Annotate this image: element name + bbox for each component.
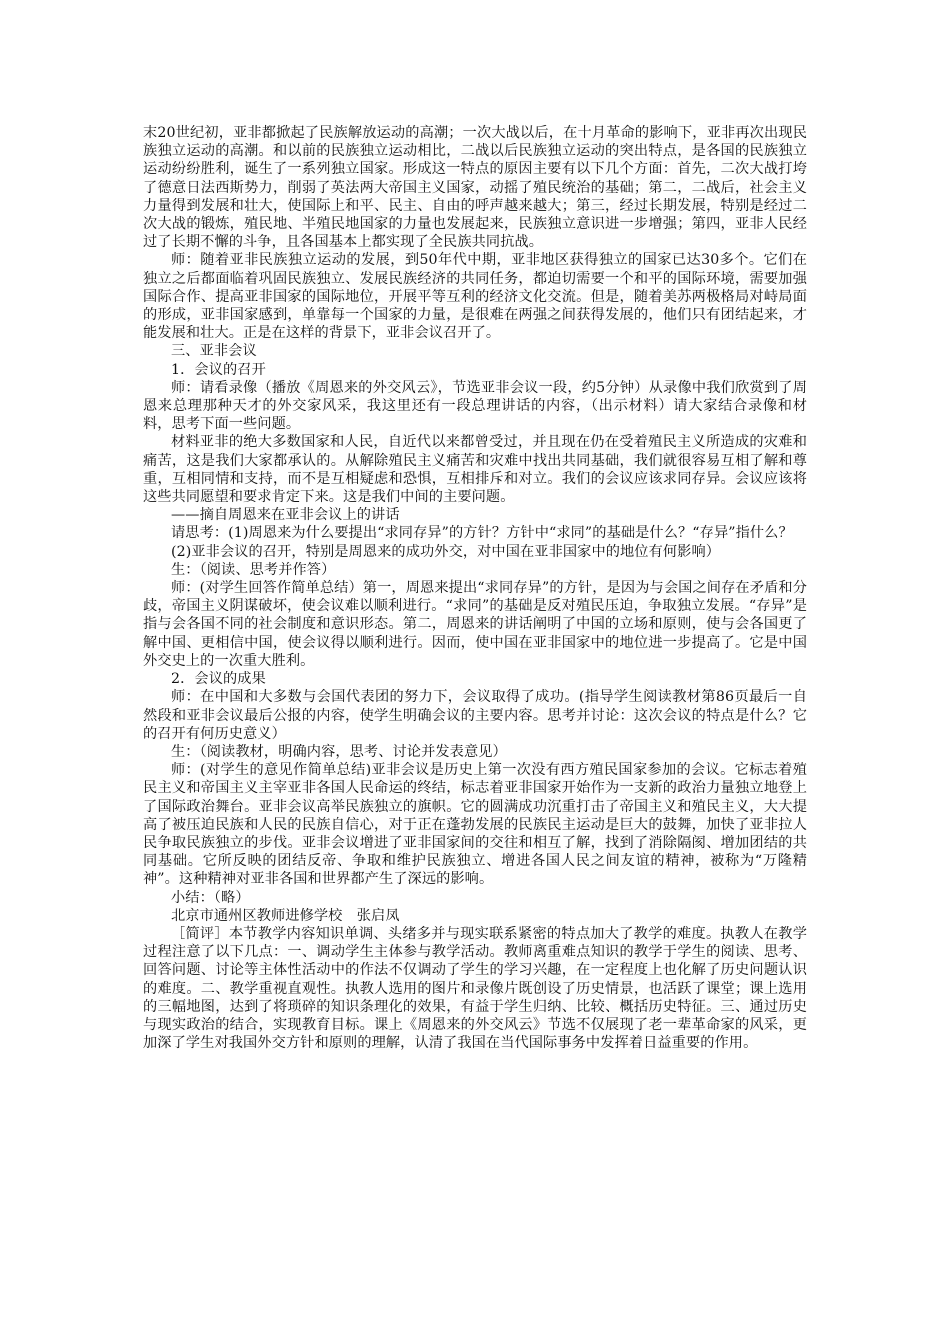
conclusion: 小结：（略）: [171, 889, 250, 906]
section-heading: 三、亚非会议: [171, 343, 257, 360]
student-activity: 生：（阅读、思考并作答）: [171, 561, 336, 578]
subsection-heading: 1．会议的召开: [171, 361, 266, 378]
paragraph-causes: 末20世纪初，亚非都掀起了民族解放运动的高潮；一次大战以后，在十月革命的影响下，亚非再次出现民族独立运动的高潮。和以前的民族独立运动相比，二战以后民族独立运动的突出特点，是各国的民族独立运动纷纷胜利，诞生了一系列独立国家。形成这一特点的原因主要有以下几个方面：首先，二次大战打垮了德意日法西斯势力，削弱了英法两大帝国主义国家，动摇了殖民统治的基础；第二，二战后，社会主义力量得到发展和壮大，使国际上和平、民主、自由的呼声越来越大；第三，经过长期发展，特别是经过二次大战的锻炼，殖民地、半殖民地国家的力量也发展起来，民族独立意识进一步增强；第四，亚非人民经过了长期不懈的斗争，且各国基本上都实现了全民族共同抗战。: [143, 125, 807, 251]
student-activity: 生：（阅读教材，明确内容，思考、讨论并发表意见）: [171, 743, 507, 760]
document-body: [143, 124, 807, 1052]
author-line: 北京市通州区教师进修学校 张启凤: [171, 907, 400, 924]
paragraph-summary-1: 师：(对学生回答作简单总结）第一，周恩来提出“求同存异”的方针，是因为与会国之间存在矛盾和分歧，帝国主义阴谋破坏，使会议难以顺利进行。“求同”的基础是反对殖民压迫，争取独立发展。“存异”是指与会各国不同的社会制度和意识形态。第二，周恩来的讲话阐明了中国的立场和原则，使与会各国更了解中国、更相信中国，使会议得以顺利进行。因而，使中国在亚非国家中的地位进一步提高了。它是中国外交史上的一次重大胜利。: [143, 580, 807, 669]
paragraph-background: 师：随着亚非民族独立运动的发展，到50年代中期，亚非地区获得独立的国家已达30多个。它们在独立之后都面临着巩固民族独立、发展民族经济的共同任务，都迫切需要一个和平的国际环境，需要加强国际合作、提高亚非国家的国际地位，开展平等互利的经济文化交流。但是，随着美苏两极格局对峙局面的形成，亚非国家感到，单靠每一个国家的力量，是很难在两强之间获得发展的，他们只有团结起来，才能发展和壮大。正是在这样的背景下，亚非会议召开了。: [143, 252, 807, 342]
question-2: (2)亚非会议的召开，特别是周恩来的成功外交，对中国在亚非国家中的地位有何影响）: [171, 543, 721, 560]
paragraph-results: 师：在中国和大多数与会国代表团的努力下，会议取得了成功。(指导学生阅读教材第86页最后一自然段和亚非会议最后公报的内容，使学生明确会议的主要内容。思考并讨论：这次会议的特点是什么？它的召开有何历史意义）: [143, 689, 807, 742]
question-1: 请思考：(1)周恩来为什么要提出“求同存异”的方针？方针中“求同”的基础是什么？“存异”指什么？: [171, 525, 793, 542]
paragraph-material: 材料亚非的绝大多数国家和人民，自近代以来都曾受过，并且现在仍在受着殖民主义所造成的灾难和痛苦，这是我们大家都承认的。从解除殖民主义痛苦和灾难中找出共同基础，我们就很容易互相了解和尊重，互相同情和支持，而不是互相疑虑和恐惧，互相排斥和对立。我们的会议应该求同存异。会议应该将这些共同愿望和要求肯定下来。这是我们中间的主要问题。: [143, 434, 807, 506]
paragraph-video: 师：请看录像（播放《周恩来的外交风云》，节选亚非会议一段，约5分钟）从录像中我们欣赏到了周恩来总理那种天才的外交家风采，我这里还有一段总理讲话的内容，（出示材料）请大家结合录像和材料，思考下面一些问题。: [143, 379, 807, 433]
paragraph-summary-2: 师：(对学生的意见作简单总结)亚非会议是历史上第一次没有西方殖民国家参加的会议。它标志着殖民主义和帝国主义主宰亚非各国人民命运的终结，标志着亚非国家开始作为一支新的政治力量独立地登上了国际政治舞台。亚非会议高举民族独立的旗帜。它的圆满成功沉重打击了帝国主义和殖民主义，大大提高了被压迫民族和人民的民族自信心，对于正在蓬勃发展的民族民主运动是巨大的鼓舞，加快了亚非拉人民争取民族独立的步伐。亚非会议增进了亚非国家间的交往和相互了解，找到了消除隔阂、增加团结的共同基础。它所反映的团结反帝、争取和维护民族独立、增进各国人民之间友谊的精神，被称为“万隆精神”。这种精神对亚非各国和世界都产生了深远的影响。: [143, 762, 807, 888]
paragraph-review: ［简评］本节教学内容知识单调、头绪多并与现实联系紧密的特点加大了教学的难度。执教人在教学过程注意了以下几点：一、调动学生主体参与教学活动。教师离重难点知识的教学于学生的阅读、思考、回答问题、讨论等主体性活动中的作法不仅调动了学生的学习兴趣，在一定程度上也化解了历史问题认识的难度。二、教学重视直观性。执教人选用的图片和录像片既创设了历史情景，也活跃了课堂；课上选用的三幅地图，达到了将琐碎的知识条理化的效果，有益于学生归纳、比较、概括历史特征。三、通过历史与现实政治的结合，实现教育目标。课上《周恩来的外交风云》节选不仅展现了老一辈革命家的风采，更加深了学生对我国外交方针和原则的理解，认清了我国在当代国际事务中发挥着日益重要的作用。: [143, 925, 807, 1052]
material-source: ——摘自周恩来在亚非会议上的讲话: [171, 507, 400, 524]
subsection-heading: 2．会议的成果: [171, 671, 266, 688]
